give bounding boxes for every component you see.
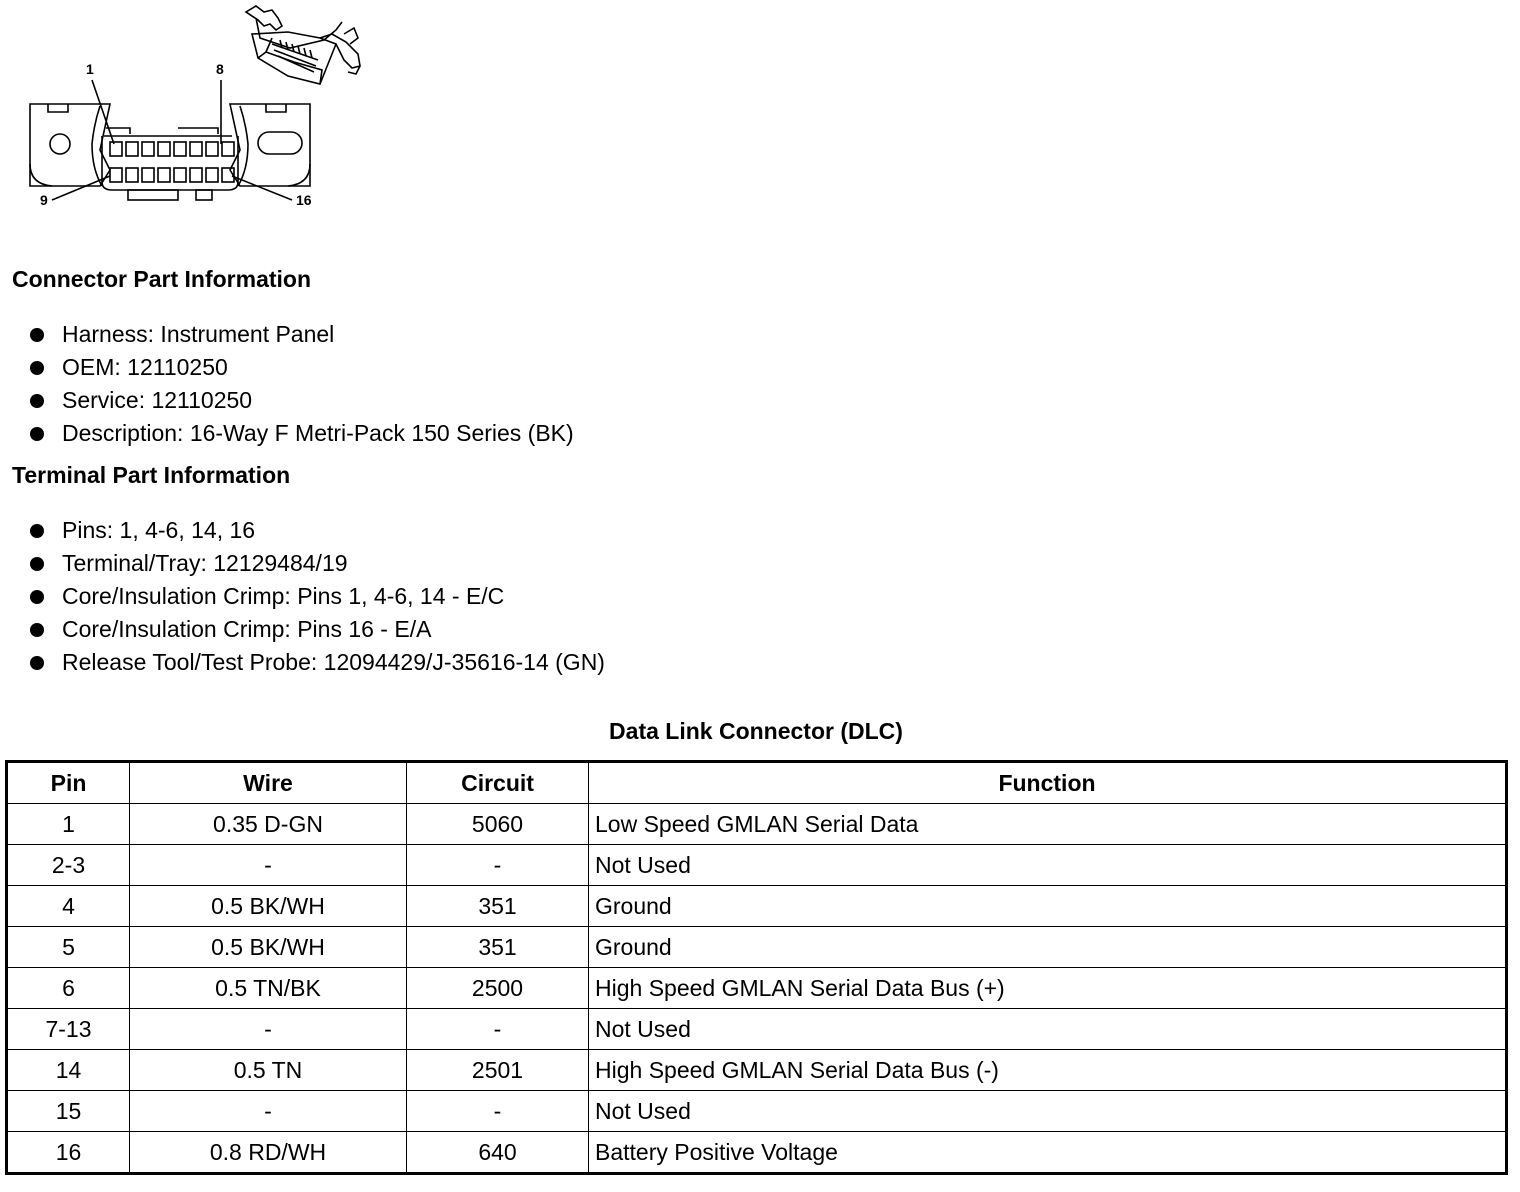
cell-function: Not Used: [589, 1091, 1507, 1132]
table-row: [7, 1132, 1507, 1174]
terminal-part-info-list: [30, 514, 605, 679]
list-item: [30, 547, 605, 580]
table-header-row: [7, 762, 1507, 804]
list-item-text: OEM: 12110250: [62, 354, 228, 380]
cell-function: Low Speed GMLAN Serial Data: [589, 804, 1507, 845]
cell-circuit: 2500: [407, 968, 589, 1009]
list-item-text: Pins: 1, 4-6, 14, 16: [62, 517, 256, 543]
list-item-text: Harness: Instrument Panel: [62, 321, 335, 347]
pin-row-top: [110, 142, 234, 156]
cell-wire: 0.8 RD/WH: [130, 1132, 407, 1174]
cell-pin: 7-13: [7, 1009, 130, 1050]
cell-pin: 5: [7, 927, 130, 968]
cell-circuit: -: [407, 1091, 589, 1132]
list-item-text: Core/Insulation Crimp: Pins 16 - E/A: [62, 616, 432, 642]
cell-function: High Speed GMLAN Serial Data Bus (+): [589, 968, 1507, 1009]
table-caption: Data Link Connector (DLC): [609, 718, 903, 744]
pin-label-16: 16: [296, 192, 312, 208]
cell-circuit: 351: [407, 886, 589, 927]
bullet-icon: [30, 656, 44, 670]
cell-pin: 6: [7, 968, 130, 1009]
cell-wire: 0.5 TN: [130, 1050, 407, 1091]
cell-wire: 0.5 BK/WH: [130, 927, 407, 968]
cell-function: Not Used: [589, 1009, 1507, 1050]
cell-pin: 16: [7, 1132, 130, 1174]
cell-function: Ground: [589, 886, 1507, 927]
connector-3d-illustration: [246, 6, 360, 84]
cell-circuit: 351: [407, 927, 589, 968]
cell-function: Battery Positive Voltage: [589, 1132, 1507, 1174]
cell-wire: -: [130, 845, 407, 886]
dlc-pinout-table: [5, 760, 1508, 1175]
cell-wire: -: [130, 1091, 407, 1132]
cell-wire: -: [130, 1009, 407, 1050]
list-item: [30, 613, 605, 646]
list-item-text: Core/Insulation Crimp: Pins 1, 4-6, 14 - E/C: [62, 583, 505, 609]
table-row: [7, 927, 1507, 968]
cell-circuit: -: [407, 1009, 589, 1050]
cell-pin: 14: [7, 1050, 130, 1091]
pin-label-1: 1: [86, 61, 94, 77]
cell-wire: 0.5 TN/BK: [130, 968, 407, 1009]
cell-pin: 2-3: [7, 845, 130, 886]
cell-circuit: 640: [407, 1132, 589, 1174]
list-item-text: Release Tool/Test Probe: 12094429/J-35616-14 (GN): [62, 649, 605, 675]
pin-label-9: 9: [40, 192, 48, 208]
bullet-icon: [30, 328, 44, 342]
bullet-icon: [30, 427, 44, 441]
connector-part-info-title: Connector Part Information: [12, 266, 312, 292]
cell-wire: 0.35 D-GN: [130, 804, 407, 845]
bullet-icon: [30, 590, 44, 604]
cell-pin: 4: [7, 886, 130, 927]
list-item-text: Service: 12110250: [62, 387, 253, 413]
cell-function: Not Used: [589, 845, 1507, 886]
table-row: [7, 886, 1507, 927]
cell-wire: 0.5 BK/WH: [130, 886, 407, 927]
cell-circuit: -: [407, 845, 589, 886]
list-item: [30, 417, 574, 450]
table-row: [7, 968, 1507, 1009]
cell-pin: 15: [7, 1091, 130, 1132]
bullet-icon: [30, 623, 44, 637]
bullet-icon: [30, 557, 44, 571]
connector-part-info-list: [30, 318, 574, 450]
list-item-text: Terminal/Tray: 12129484/19: [62, 550, 348, 576]
table-row: [7, 1009, 1507, 1050]
list-item: [30, 318, 574, 351]
header-pin: Pin: [7, 762, 130, 804]
bullet-icon: [30, 524, 44, 538]
bullet-icon: [30, 361, 44, 375]
list-item-text: Description: 16-Way F Metri-Pack 150 Series (BK): [62, 420, 574, 446]
cell-circuit: 5060: [407, 804, 589, 845]
terminal-part-info-title: Terminal Part Information: [12, 462, 291, 488]
list-item: [30, 646, 605, 679]
header-circuit: Circuit: [407, 762, 589, 804]
table-row: [7, 804, 1507, 845]
table-row: [7, 1050, 1507, 1091]
list-item: [30, 351, 574, 384]
connector-diagram: [20, 4, 380, 214]
pin-label-8: 8: [216, 61, 224, 77]
bullet-icon: [30, 394, 44, 408]
list-item: [30, 384, 574, 417]
table-row: [7, 1091, 1507, 1132]
list-item: [30, 580, 605, 613]
list-item: [30, 514, 605, 547]
connector-face: [30, 104, 310, 200]
pin-row-bottom: [110, 168, 234, 182]
cell-function: High Speed GMLAN Serial Data Bus (-): [589, 1050, 1507, 1091]
cell-function: Ground: [589, 927, 1507, 968]
header-function: Function: [589, 762, 1507, 804]
cell-circuit: 2501: [407, 1050, 589, 1091]
table-row: [7, 845, 1507, 886]
cell-pin: 1: [7, 804, 130, 845]
header-wire: Wire: [130, 762, 407, 804]
